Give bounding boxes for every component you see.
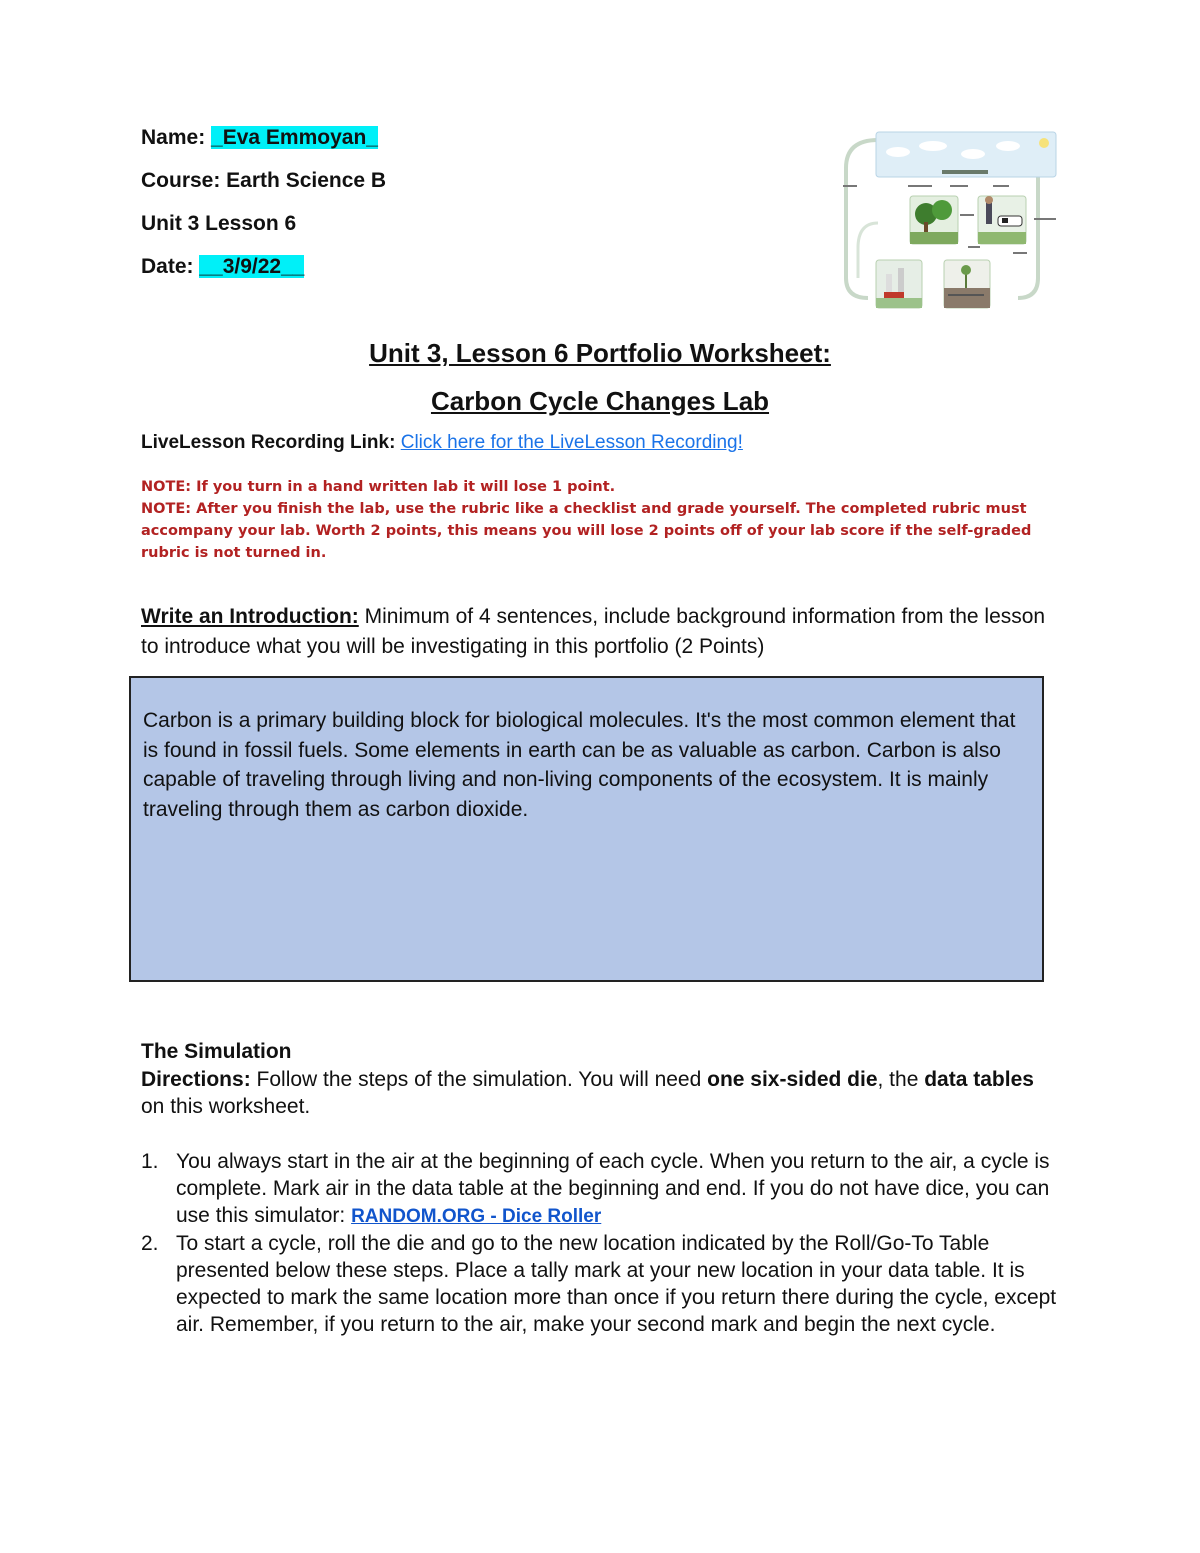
step-1-text: You always start in the air at the beginning of each cycle. When you return to the air, a cycle is complete. Mark air in the data table at the beginning and end. If you do not have dice, you can use this simulator:: [176, 1150, 1050, 1227]
date-line: [141, 254, 304, 280]
worksheet-title: Unit 3, Lesson 6 Portfolio Worksheet:: [369, 338, 831, 368]
date-value: __3/9/22__: [199, 255, 305, 278]
simulation-directions: [141, 1066, 1051, 1120]
step-text: [176, 1148, 1061, 1230]
intro-answer-text: Carbon is a primary building block for biological molecules. It's the most common element that is found in fossil fuels. Some elements in earth can be as valuable as carbon. Carbon is also capable of traveling through living and non-living components of the ecosystem. It is mainly traveling through them as carbon dioxide.: [143, 709, 1016, 821]
intro-heading: Write an Introduction:: [141, 605, 359, 628]
intro-instructions: Minimum of 4 sentences, include background information from the lesson to introduce what you will be investigating in this portfolio (2 Points): [141, 605, 1046, 658]
livelesson-link[interactable]: Click here for the LiveLesson Recording!: [400, 432, 743, 453]
directions-text-1: Follow the steps of the simulation. You will need: [250, 1068, 708, 1091]
name-label: Name:: [141, 126, 206, 149]
livelesson-line: [141, 432, 743, 454]
note-rubric: NOTE: After you finish the lab, use the rubric like a checklist and grade yourself. The completed rubric must accompany your lab. Worth 2 points, this means you will lose 2 points off of your lab score if the self-graded rubric is not turned in.: [141, 501, 1032, 561]
directions-die: one six-sided die: [707, 1068, 878, 1091]
livelesson-label: LiveLesson Recording Link:: [141, 432, 396, 453]
simulation-step-2: [141, 1230, 1061, 1365]
step-number: 2.: [141, 1232, 159, 1255]
name-value: _Eva Emmoyan_: [211, 126, 378, 149]
intro-prompt: [141, 602, 1051, 662]
dice-roller-link[interactable]: RANDOM.ORG - Dice Roller: [351, 1206, 602, 1227]
directions-label: Directions:: [141, 1068, 251, 1091]
carbon-cycle-diagram: [838, 128, 1060, 312]
directions-text-2: , the: [877, 1068, 925, 1091]
date-label: Date:: [141, 255, 194, 278]
step-number: 1.: [141, 1150, 159, 1173]
unit-line: Unit 3 Lesson 6: [141, 212, 297, 235]
simulation-step-1: [141, 1148, 1061, 1229]
step-text: To start a cycle, roll the die and go to the new location indicated by the Roll/Go-To Table presented below these steps. Place a tally mark at your new location in your data table. It is expected to mark the same location more than once if you return there during the cycle, except air. Remember, if you return to the air, make your second mark and begin the next cycle.: [176, 1232, 1057, 1336]
directions-text-3: on this worksheet.: [141, 1095, 311, 1118]
name-line: [141, 125, 378, 151]
lab-title: Carbon Cycle Changes Lab: [430, 386, 770, 416]
note-handwritten: NOTE: If you turn in a hand written lab it will lose 1 point.: [141, 479, 616, 495]
course-line: Course: Earth Science B: [141, 169, 387, 192]
intro-answer-box[interactable]: [129, 676, 1044, 982]
simulation-title: The Simulation: [141, 1040, 292, 1063]
directions-data-tables: data tables: [924, 1068, 1034, 1091]
